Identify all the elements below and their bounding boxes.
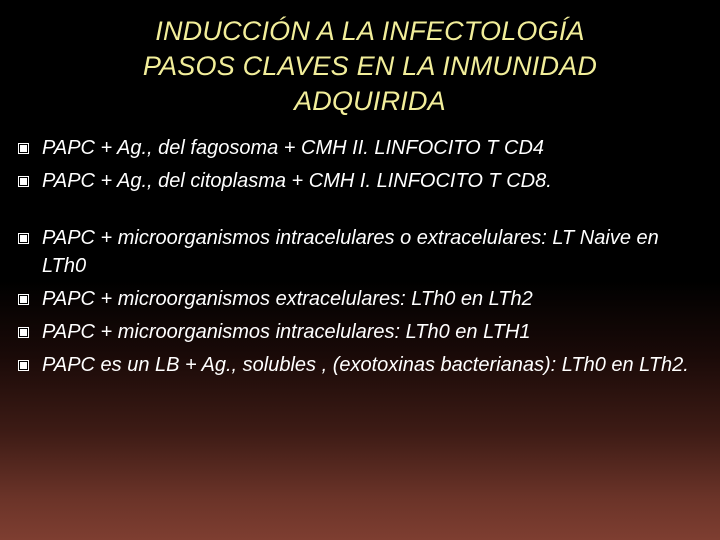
bullet-text: PAPC + microorganismos intracelulares: LTh0 en LTH1: [42, 321, 531, 343]
bullet-item: [18, 134, 708, 162]
bullet-text: PAPC + microorganismos extracelulares: LTh0 en LTh2: [42, 288, 533, 310]
bullet-item: [18, 167, 708, 195]
slide-title: [60, 14, 680, 119]
bullet-item: [18, 351, 708, 379]
title-line-1: INDUCCIÓN A LA INFECTOLOGÍA: [155, 16, 585, 46]
bullet-text: PAPC + Ag., del citoplasma + CMH I. LINFOCITO T CD8.: [42, 170, 552, 192]
bullet-item: [18, 224, 708, 280]
square-bullet-icon: [18, 327, 29, 338]
square-bullet-icon: [18, 360, 29, 371]
bullet-text: PAPC + Ag., del fagosoma + CMH II. LINFOCITO T CD4: [42, 137, 545, 159]
bullet-list: [18, 134, 708, 384]
title-line-3: ADQUIRIDA: [294, 86, 446, 116]
bullet-item: [18, 285, 708, 313]
bullet-text: PAPC + microorganismos intracelulares o extracelulares: LT Naive en LTh0: [42, 227, 659, 277]
title-line-2: PASOS CLAVES EN LA INMUNIDAD: [142, 51, 598, 81]
square-bullet-icon: [18, 176, 29, 187]
square-bullet-icon: [18, 294, 29, 305]
square-bullet-icon: [18, 143, 29, 154]
square-bullet-icon: [18, 233, 29, 244]
bullet-item: [18, 318, 708, 346]
bullet-text: PAPC es un LB + Ag., solubles , (exotoxinas bacterianas): LTh0 en LTh2.: [42, 354, 689, 376]
